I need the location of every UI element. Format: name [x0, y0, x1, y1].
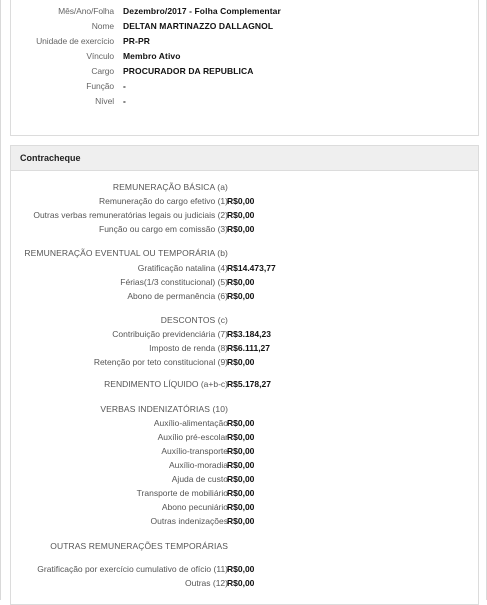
section-heading: DESCONTOS (c) [160, 315, 228, 325]
line-item [11, 263, 478, 276]
section-heading: REMUNERAÇÃO BÁSICA (a) [112, 182, 228, 192]
info-value: PR-PR [123, 36, 150, 46]
line-value: R$5.178,27 [227, 379, 271, 389]
line-value: R$0,00 [227, 432, 255, 442]
info-row-mes-ano-folha [11, 6, 478, 21]
line-value: R$0,00 [227, 488, 255, 498]
line-value: R$0,00 [227, 474, 255, 484]
line-value: R$0,00 [227, 516, 255, 526]
line-value: R$14.473,77 [227, 263, 276, 273]
info-label: Unidade de exercício [36, 36, 114, 46]
line-value: R$0,00 [227, 277, 255, 287]
line-item [11, 432, 478, 445]
line-label: Abono pecuniário [161, 502, 228, 512]
line-item [11, 196, 478, 209]
line-label: Ajuda de custo [171, 474, 228, 484]
info-row-unidade [11, 36, 478, 51]
line-label: Outras indenizações [150, 516, 228, 526]
info-row-cargo [11, 66, 478, 81]
line-value: R$0,00 [227, 578, 255, 588]
line-item [11, 224, 478, 237]
info-label: Vínculo [86, 51, 114, 61]
line-item [11, 446, 478, 459]
line-value: R$0,00 [227, 564, 255, 574]
line-value: R$0,00 [227, 460, 255, 470]
line-value: R$0,00 [227, 502, 255, 512]
line-item [11, 210, 478, 223]
line-item [11, 460, 478, 473]
line-label: Gratificação por exercício cumulativo de ofício (11) [37, 564, 228, 574]
line-value: R$0,00 [227, 446, 255, 456]
info-row-funcao [11, 81, 478, 96]
line-item [11, 291, 478, 304]
line-item [11, 418, 478, 431]
line-label: Outras verbas remuneratórias legais ou judiciais (2) [33, 210, 228, 220]
info-label: Nível [95, 96, 114, 106]
line-value: R$0,00 [227, 210, 255, 220]
line-label: Transporte de mobiliário [136, 488, 228, 498]
info-row-vinculo [11, 51, 478, 66]
line-label: Remuneração do cargo efetivo (1) [99, 196, 228, 206]
info-value: Membro Ativo [123, 51, 181, 61]
section-heading-descontos [11, 315, 478, 328]
info-value: - [123, 96, 126, 106]
info-label: Função [86, 81, 114, 91]
rendimento-liquido-row [11, 379, 478, 392]
info-value: - [123, 81, 126, 91]
line-label: Função ou cargo em comissão (3) [99, 224, 228, 234]
line-value: R$0,00 [227, 357, 255, 367]
section-heading-indenizatorias [11, 404, 478, 417]
line-item [11, 329, 478, 342]
line-item [11, 488, 478, 501]
line-value: R$6.111,27 [227, 343, 271, 353]
info-value: DELTAN MARTINAZZO DALLAGNOL [123, 21, 274, 31]
line-item [11, 578, 478, 591]
line-label: Contribuição previdenciária (7) [112, 329, 228, 339]
line-item [11, 277, 478, 290]
line-item [11, 343, 478, 356]
line-label: Outras (12) [185, 578, 228, 588]
line-label: Auxílio-transporte [161, 446, 228, 456]
line-label: Auxílio-moradia [168, 460, 228, 470]
info-label: Nome [91, 21, 114, 31]
section-heading: VERBAS INDENIZATÓRIAS (10) [100, 404, 228, 414]
line-value: R$0,00 [227, 196, 255, 206]
line-value: R$3.184,23 [227, 329, 271, 339]
line-label: Auxílio-alimentação [153, 418, 228, 428]
member-info-panel [10, 0, 479, 136]
contracheque-panel [10, 145, 479, 605]
line-label: Auxílio pré-escolar [157, 432, 228, 442]
info-label: Cargo [91, 66, 114, 76]
line-item [11, 516, 478, 529]
contracheque-header: Contracheque [11, 146, 478, 171]
info-label: Mês/Ano/Folha [58, 6, 114, 16]
info-row-nivel [11, 96, 478, 111]
line-label: Gratificação natalina (4) [137, 263, 228, 273]
section-heading: REMUNERAÇÃO EVENTUAL OU TEMPORÁRIA (b) [24, 248, 228, 258]
line-value: R$0,00 [227, 291, 255, 301]
section-heading-basica [11, 182, 478, 195]
section-heading: OUTRAS REMUNERAÇÕES TEMPORÁRIAS [50, 541, 228, 551]
line-label: Abono de permanência (6) [127, 291, 228, 301]
line-label: Imposto de renda (8) [149, 343, 228, 353]
section-heading-eventual [11, 248, 478, 261]
info-value: PROCURADOR DA REPUBLICA [123, 66, 254, 76]
line-item [11, 474, 478, 487]
line-label: RENDIMENTO LÍQUIDO (a+b-c) [104, 379, 228, 389]
line-item [11, 357, 478, 370]
info-value: Dezembro/2017 - Folha Complementar [123, 6, 281, 16]
line-item [11, 564, 478, 577]
line-label: Férias(1/3 constitucional) (5) [120, 277, 228, 287]
section-heading-outras [11, 541, 478, 554]
line-value: R$0,00 [227, 418, 255, 428]
line-value: R$0,00 [227, 224, 255, 234]
info-row-nome [11, 21, 478, 36]
line-label: Retenção por teto constitucional (9) [93, 357, 228, 367]
line-item [11, 502, 478, 515]
